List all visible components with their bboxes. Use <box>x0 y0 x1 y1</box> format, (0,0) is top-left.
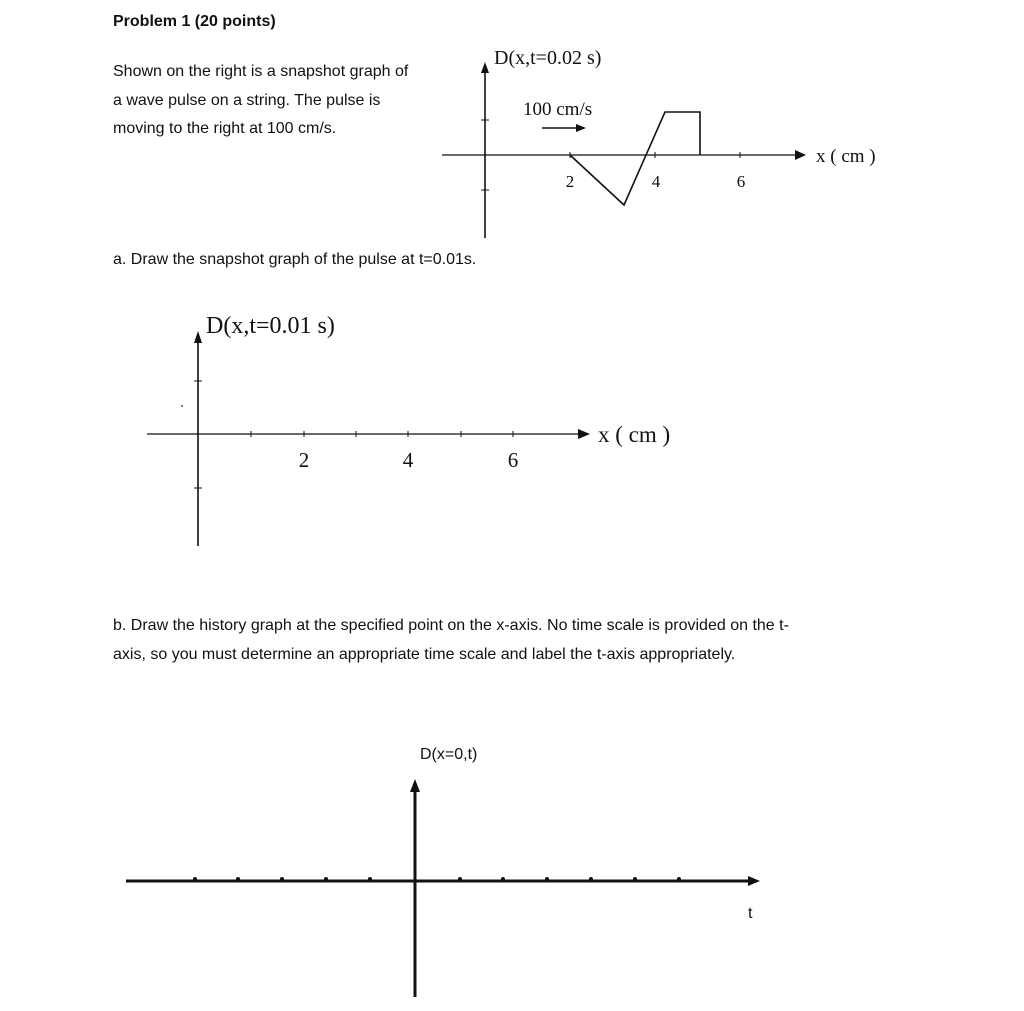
part-b-line-1: b. Draw the history graph at the specified point on the x-axis. No time scale is provided on the t- <box>113 617 789 634</box>
graph3-t-tick <box>501 877 505 881</box>
graph3-t-tick <box>589 877 593 881</box>
graph3-t-tick <box>368 877 372 881</box>
graph2-tick-label: 2 <box>298 448 310 472</box>
snapshot-graph-t001 <box>147 313 670 546</box>
graph1-tick-label: 6 <box>736 172 746 191</box>
graph3-t-tick <box>545 877 549 881</box>
graph1-velocity-arrowhead-icon <box>576 124 586 132</box>
graph3-y-arrow-icon <box>410 779 420 792</box>
graph2-y-label: D(x,t=0.01 s) <box>206 313 335 339</box>
problem-title: Problem 1 (20 points) <box>113 13 276 30</box>
graph3-t-tick <box>236 877 240 881</box>
graph3-t-tick <box>193 877 197 881</box>
graph3-t-tick <box>324 877 328 881</box>
graph2-x-label: x ( cm ) <box>598 422 671 447</box>
graph2-x-arrow-icon <box>578 429 590 439</box>
graph3-t-arrow-icon <box>748 876 760 886</box>
graph3-t-tick <box>677 877 681 881</box>
graph2-tick-label: 6 <box>507 448 519 472</box>
graph2-tick-label: 4 <box>402 448 414 472</box>
graph1-x-label: x ( cm ) <box>816 146 876 167</box>
graph2-y-arrow-icon <box>194 331 202 343</box>
graph1-velocity-label: 100 cm/s <box>523 99 593 120</box>
snapshot-graph-t002 <box>442 47 876 238</box>
graph1-pulse-shape <box>570 112 700 205</box>
graph1-tick-label: 2 <box>565 172 575 191</box>
graph2-stray-dot <box>181 405 183 407</box>
intro-line-3: moving to the right at 100 cm/s. <box>113 120 337 137</box>
graph3-t-tick <box>280 877 284 881</box>
graph3-t-label: t <box>748 905 753 922</box>
graph1-y-arrow-icon <box>481 62 489 73</box>
graph3-t-tick <box>633 877 637 881</box>
intro-line-2: a wave pulse on a string. The pulse is <box>113 91 381 109</box>
history-graph <box>126 746 760 997</box>
graph1-y-label: D(x,t=0.02 s) <box>494 47 602 69</box>
graph3-t-tick <box>458 877 462 881</box>
part-b-line-2: axis, so you must determine an appropriate time scale and label the t-axis appropriately. <box>113 646 736 663</box>
graph1-x-arrow-icon <box>795 150 806 160</box>
intro-line-1: Shown on the right is a snapshot graph of <box>113 63 409 80</box>
graph1-tick-label: 4 <box>651 172 661 191</box>
graph3-y-label: D(x=0,t) <box>420 746 478 763</box>
part-a-prompt: a. Draw the snapshot graph of the pulse at t=0.01s. <box>113 251 477 268</box>
